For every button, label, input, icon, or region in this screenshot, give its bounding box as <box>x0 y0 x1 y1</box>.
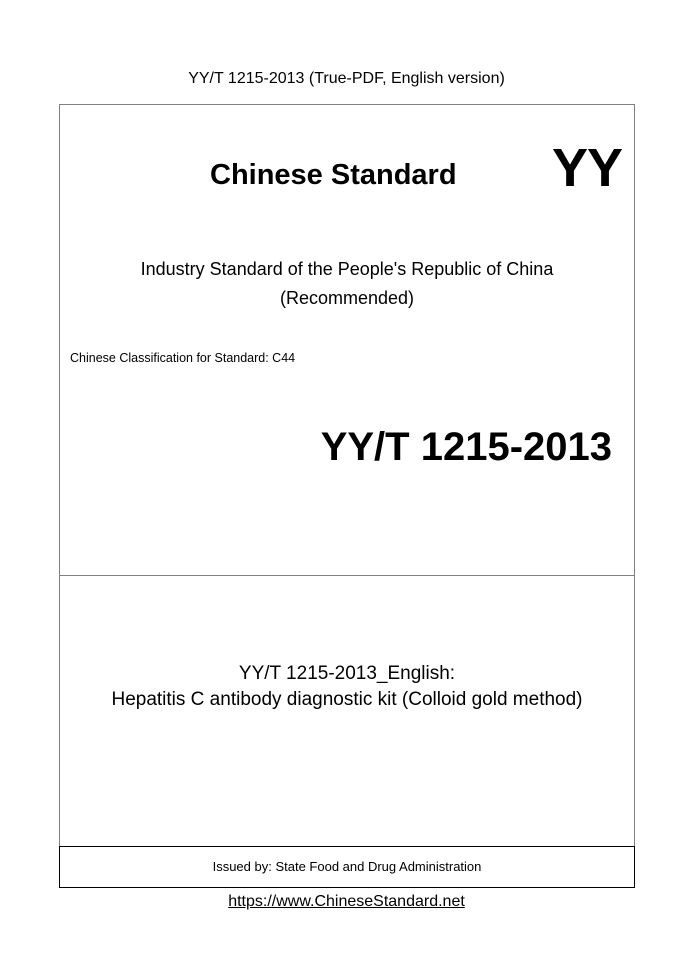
document-title-code: YY/T 1215-2013_English: <box>238 663 456 684</box>
standard-number: YY/T 1215-2013 <box>320 425 612 469</box>
standard-code-mark: YY <box>551 138 622 198</box>
classification-text: Chinese Classification for Standard: C44 <box>70 351 296 365</box>
document-title-section <box>60 577 634 847</box>
issuer-box: Issued by: State Food and Drug Administration <box>59 846 635 888</box>
industry-standard-line: Industry Standard of the People's Republic of China <box>140 259 554 279</box>
document-title-name: Hepatitis C antibody diagnostic kit (Colloid gold method) <box>111 689 583 710</box>
page-header-title: YY/T 1215-2013 (True-PDF, English version) <box>188 70 505 87</box>
website-link[interactable]: https://www.ChineseStandard.net <box>228 893 465 910</box>
recommended-status: (Recommended) <box>279 288 415 308</box>
cover-frame <box>59 104 635 888</box>
cover-heading: Chinese Standard <box>210 159 457 191</box>
cover-top-section <box>60 105 634 576</box>
